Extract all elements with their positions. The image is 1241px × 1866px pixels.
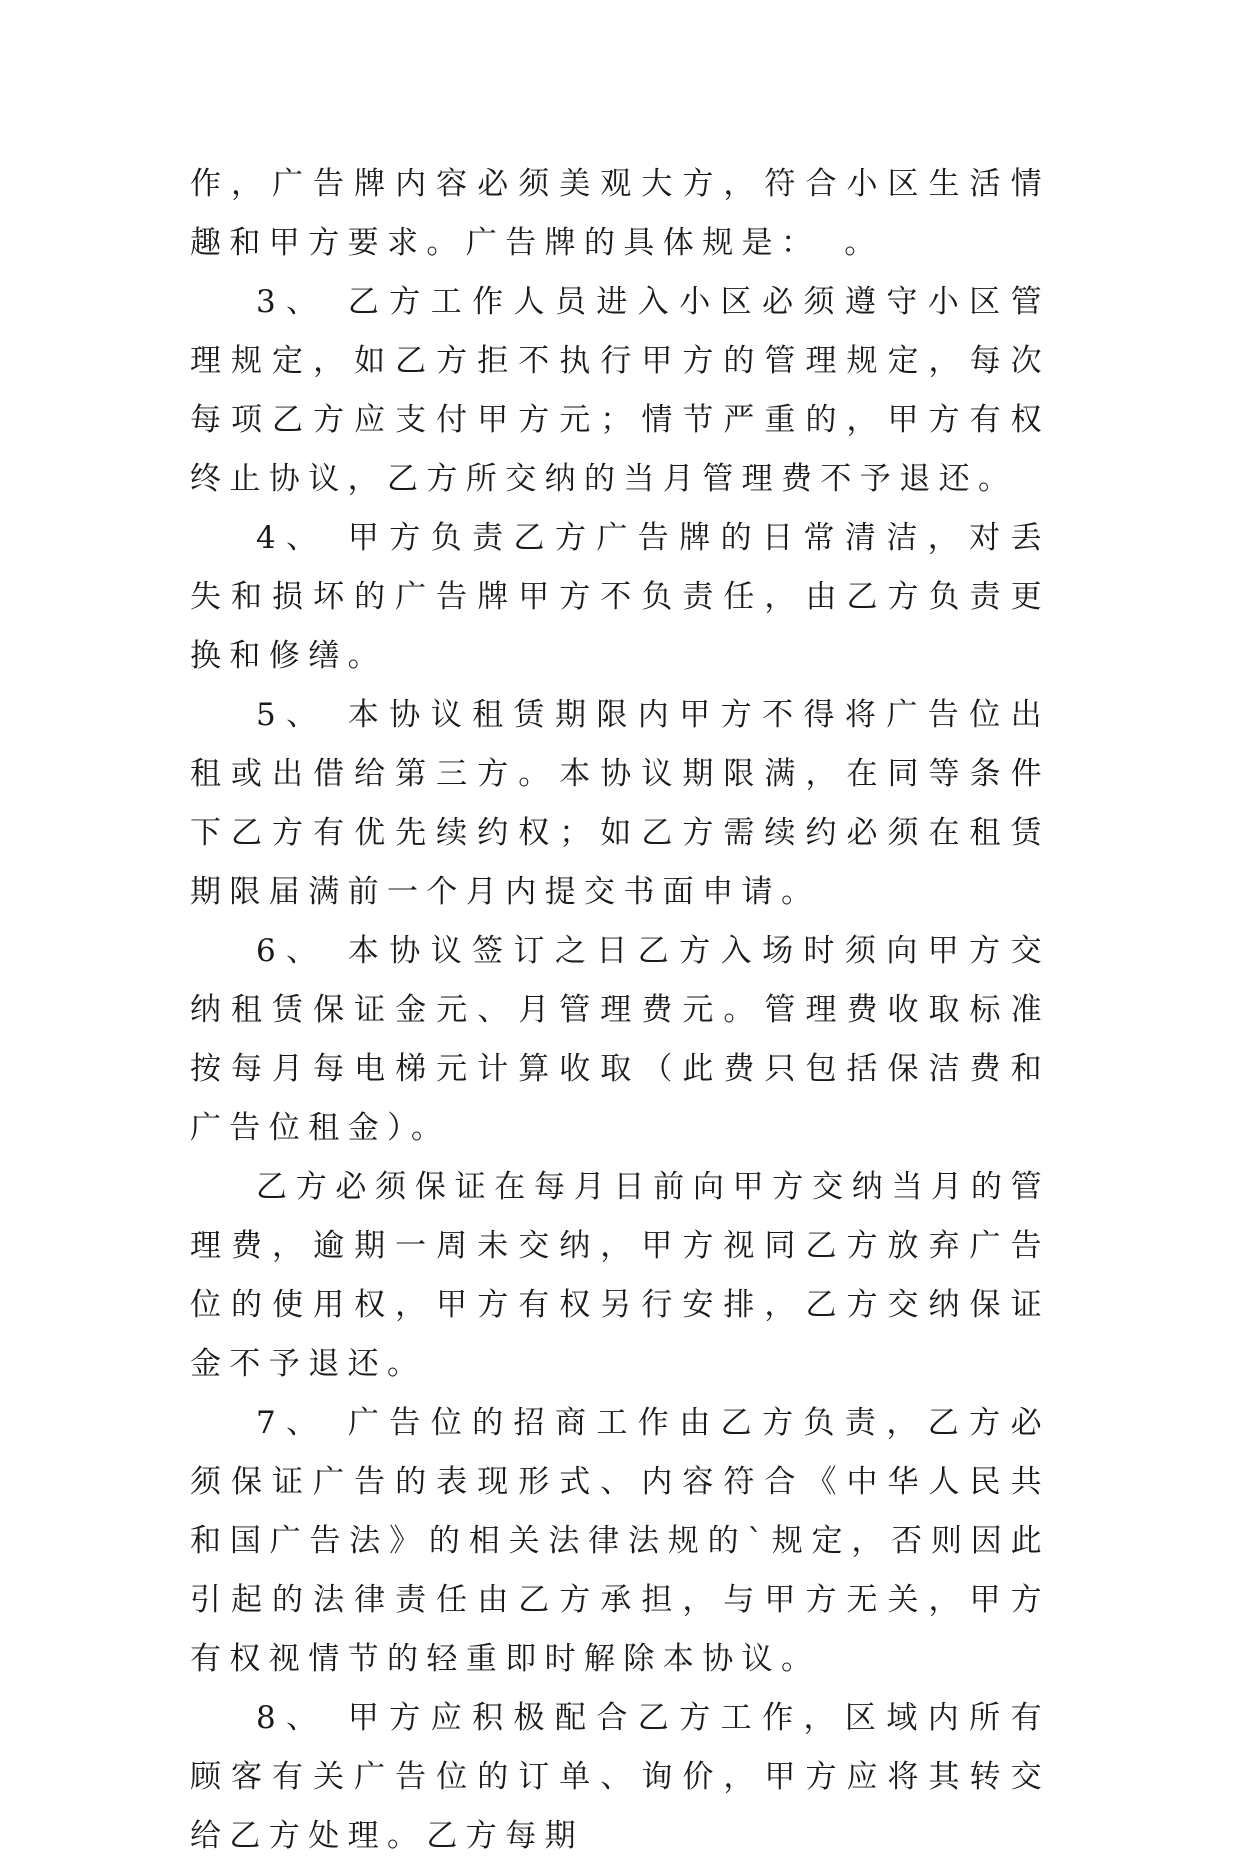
paragraph-clause-6: 6、 本协议签订之日乙方入场时须向甲方交纳租赁保证金元、月管理费元。管理费收取标准按每月每电梯元计算收取（此费只包括保洁费和广告位租金）。 xyxy=(190,933,1050,1146)
document-body xyxy=(190,155,1050,1866)
paragraph-clause-7: 7、 广告位的招商工作由乙方负责，乙方必须保证广告的表现形式、内容符合《中华人民共和国广告法》的相关法律法规的`规定，否则因此引起的法律责任由乙方承担，与甲方无关，甲方有权视情节的轻重即时解除本协议。 xyxy=(190,1405,1050,1677)
paragraph-clause-6-continued: 乙方必须保证在每月日前向甲方交纳当月的管理费，逾期一周未交纳，甲方视同乙方放弃广告位的使用权，甲方有权另行安排，乙方交纳保证金不予退还。 xyxy=(190,1169,1050,1382)
paragraph-clause-3: 3、 乙方工作人员进入小区必须遵守小区管理规定，如乙方拒不执行甲方的管理规定，每次每项乙方应支付甲方元；情节严重的，甲方有权终止协议，乙方所交纳的当月管理费不予退还。 xyxy=(190,284,1050,497)
paragraph-clause-5: 5、 本协议租赁期限内甲方不得将广告位出租或出借给第三方。本协议期限满，在同等条件下乙方有优先续约权；如乙方需续约必须在租赁期限届满前一个月内提交书面申请。 xyxy=(190,697,1050,910)
paragraph-clause-4: 4、 甲方负责乙方广告牌的日常清洁，对丢失和损坏的广告牌甲方不负责任，由乙方负责更换和修缮。 xyxy=(190,520,1050,674)
paragraph-clause-8: 8、 甲方应积极配合乙方工作，区域内所有顾客有关广告位的订单、询价，甲方应将其转交给乙方处理。乙方每期 xyxy=(190,1700,1050,1854)
paragraph-continuation: 作，广告牌内容必须美观大方，符合小区生活情趣和甲方要求。广告牌的具体规是： 。 xyxy=(190,166,1050,261)
